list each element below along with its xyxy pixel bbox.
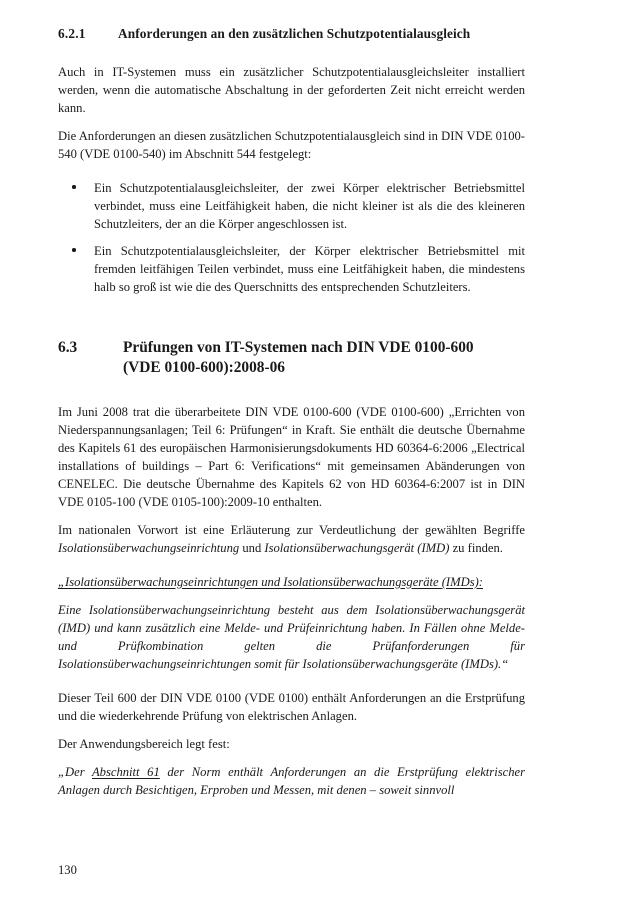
bullet-dot-icon — [72, 185, 76, 189]
reference-abschnitt-61: Abschnitt 61 — [91, 764, 160, 779]
paragraph-63-4: Der Anwendungsbereich legt fest: — [58, 736, 230, 751]
paragraph-63-2 — [58, 521, 525, 557]
list-item — [58, 242, 525, 296]
page-content — [58, 26, 525, 809]
page-number: 130 — [58, 862, 77, 877]
quote-anwendungsbereich-rest: der Norm enthält Anforderungen an die Erstprüfung elektrischer Anlagen durch Besichtigen, Erproben und Messen, mit denen – soweit sinnvoll — [58, 764, 525, 797]
term-isolationsueberwachungsgeraet: Isolationsüberwachungsgerät (IMD) — [264, 540, 450, 555]
bullet-dot-icon — [72, 248, 76, 252]
paragraph-63-2-part3: zu finden. — [449, 540, 503, 555]
heading-6-3-title-line1: Prüfungen von IT-Systemen nach DIN VDE 0100-600 — [123, 338, 474, 356]
term-isolationsueberwachungseinrichtung: Isolationsüberwachungseinrichtung — [58, 540, 240, 555]
quote-heading-imds — [58, 573, 525, 591]
list-item-text: Ein Schutzpotentialausgleichsleiter, der Körper elektrischer Betriebsmittel mit fremden leitfähigen Teilen verbindet, muss eine Leitfähigkeit haben, die mindestens halb so groß ist wie die des Querschnitts des entsprechenden Schutzleiters. — [94, 243, 525, 294]
quote-anwendungsbereich-open: „Der — [58, 764, 92, 779]
quote-heading-imds-text: „Isolationsüberwachungseinrichtungen und Isolationsüberwachungsgeräte (IMDs): — [58, 574, 484, 589]
paragraph-63-2-part1: Im nationalen Vorwort ist eine Erläuterung zur Verdeutlichung der gewählten Begriffe — [58, 522, 525, 537]
heading-6-3-title — [123, 338, 525, 379]
heading-6-2-1-title: Anforderungen an den zusätzlichen Schutzpotentialausgleich — [118, 26, 471, 41]
heading-6-3 — [58, 338, 525, 379]
quote-body-imds: Eine Isolationsüberwachungseinrichtung besteht aus dem Isolationsüberwachungsgerät (IMD) und kann zusätzlich eine Melde- und Prüfeinrichtung haben. In Fällen ohne Melde- und Prüfkombination gelten die Prüfanforderungen für Isolationsüberwachungseinrichtungen somit für Isolationsüberwachungsgeräte (IMDs).“ — [58, 602, 525, 671]
paragraph-63-3: Dieser Teil 600 der DIN VDE 0100 (VDE 0100) enthält Anforderungen an die Erstprüfung und die wiederkehrende Prüfung von elektrischen Anlagen. — [58, 690, 525, 723]
heading-6-3-number: 6.3 — [58, 338, 78, 356]
quote-anwendungsbereich — [58, 763, 525, 799]
paragraph-621-2: Die Anforderungen an diesen zusätzlichen Schutzpotentialausgleich sind in DIN VDE 0100-540 (VDE 0100-540) im Abschnitt 544 festgelegt: — [58, 128, 525, 161]
requirements-list — [58, 179, 525, 296]
spacer-before-section-63 — [58, 308, 525, 338]
paragraph-63-2-part2: und — [239, 540, 265, 555]
paragraph-621-1: Auch in IT-Systemen muss ein zusätzlicher Schutzpotentialausgleichsleiter installiert werden, wenn die automatische Abschaltung in der geforderten Zeit nicht erreicht werden kann. — [58, 64, 525, 115]
heading-6-3-title-line2: (VDE 0100-600):2008-06 — [123, 359, 286, 377]
paragraph-63-1: Im Juni 2008 trat die überarbeitete DIN VDE 0100-600 (VDE 0100-600) „Errichten von Niederspannungsanlagen; Teil 6: Prüfungen“ in Kraft. Sie enthält die deutsche Übernahme des Kapitels 61 des europäischen Harmonisierungsdokuments HD 60364-6:2006 „Electrical installations of buildings – Part 6: Verifications“ mit gemeinsamen Abänderungen von CENELEC. Die deutsche Übernahme des Kapitels 62 von HD 60364-6:2007 ist in DIN VDE 0105-100 (VDE 0105-100):2009-10 enthalten. — [58, 404, 525, 509]
heading-6-2-1-number: 6.2.1 — [58, 26, 86, 41]
list-item-text: Ein Schutzpotentialausgleichsleiter, der zwei Körper elektrischer Betriebsmittel verbindet, muss eine Leitfähigkeit haben, die nicht kleiner ist als die des kleineren Schutzleiters, der an die Körper angeschlossen ist. — [94, 180, 525, 231]
heading-6-2-1 — [58, 26, 525, 43]
list-item — [58, 179, 525, 233]
